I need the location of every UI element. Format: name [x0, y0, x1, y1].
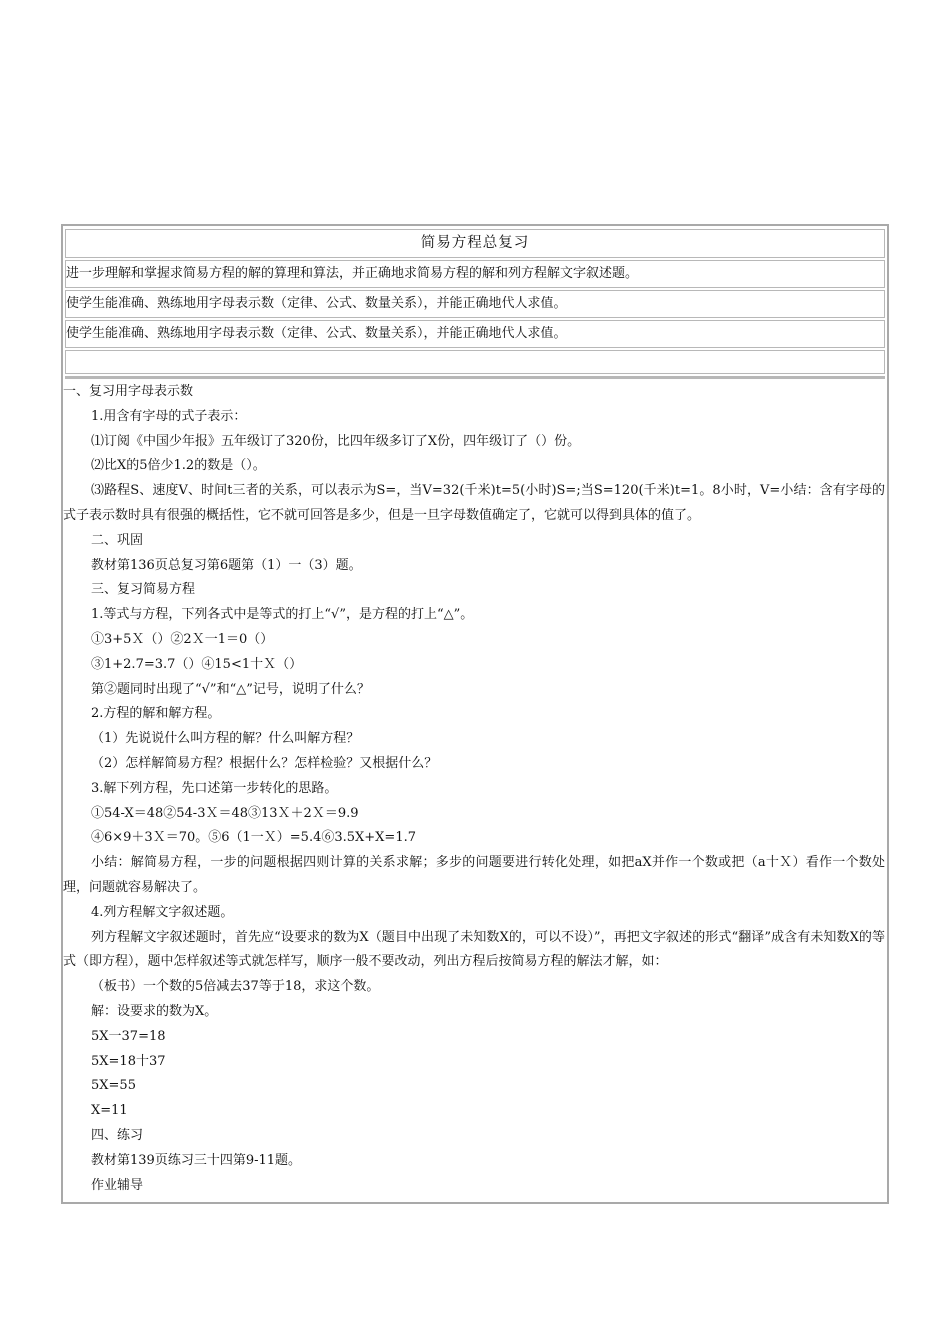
paragraph: 列方程解文字叙述题时，首先应“设要求的数为X（题目中出现了未知数X的，可以不设）”，再把文字叙述的形式“翻译”成含有未知数X的等式（即方程），题中怎样叙述等式就怎样写，顺序一般不要改动，列出方程后按简易方程的解法才解，如：: [63, 929, 885, 970]
equation-line: X=11: [91, 1103, 128, 1119]
lesson-plan-table: [61, 224, 889, 1204]
list-item: 作业辅导: [91, 1177, 144, 1193]
section-heading: 三、复习简易方程: [91, 582, 196, 598]
paragraph: ⑶路程S、速度V、时间t三者的关系，可以表示为S=，当V=32(千米)t=5(小时)S=;当S=120(千米)t=1。8小时，V=小结：含有字母的式子表示数时具有很强的概括性，它不就可回答是多少，但是一旦字母数值确定了，它就可以得到具体的值了。: [63, 483, 885, 523]
equation-line: 5X=55: [91, 1078, 136, 1094]
objective-1: 进一步理解和掌握求简易方程的解的算理和算法，并正确地求简易方程的解和列方程解文字叙述题。: [65, 260, 885, 288]
list-item: ④6×9＋3Ｘ＝70。⑤6（1一Ｘ）=5.4⑥3.5X+X=1.7: [91, 830, 417, 846]
list-item: ①54-X＝48②54-3Ｘ＝48③13Ｘ＋2Ｘ＝9.9: [91, 805, 359, 821]
lesson-content: [63, 380, 887, 1202]
section-heading: 一、复习用字母表示数: [63, 384, 194, 399]
empty-row: [65, 350, 885, 374]
list-item: （2）怎样解简易方程？根据什么？怎样检验？又根据什么？: [91, 755, 438, 771]
list-item: ⑴订阅《中国少年报》五年级订了320份，比四年级多订了X份，四年级订了（）份。: [91, 433, 581, 449]
list-item: 教材第136页总复习第6题第（1）一（3）题。: [91, 557, 362, 573]
equation-line: 5X=18十37: [91, 1053, 166, 1069]
list-item: 解：设要求的数为X。: [91, 1003, 218, 1019]
list-item: 1.等式与方程，下列各式中是等式的打上“√”，是方程的打上“△”。: [91, 607, 474, 623]
list-item: ①3+5Ｘ（）②2Ｘ一1＝0（）: [91, 631, 274, 647]
list-item: ⑵比X的5倍少1.2的数是（）。: [91, 458, 266, 474]
objective-2: 使学生能准确、熟练地用字母表示数（定律、公式、数量关系），并能正确地代人求值。: [65, 290, 885, 318]
objective-3: 使学生能准确、熟练地用字母表示数（定律、公式、数量关系），并能正确地代人求值。: [65, 320, 885, 348]
list-item: 教材第139页练习三十四第9-11题。: [91, 1152, 302, 1168]
row-divider: [65, 376, 885, 379]
list-item: 3.解下列方程，先口述第一步转化的思路。: [91, 780, 338, 796]
section-heading: 四、练习: [91, 1127, 144, 1143]
list-item: 2.方程的解和解方程。: [91, 706, 221, 722]
page-title: 简易方程总复习: [65, 229, 885, 258]
list-item: 4.列方程解文字叙述题。: [91, 904, 234, 920]
list-item: （1）先说说什么叫方程的解？什么叫解方程？: [91, 731, 360, 747]
equation-line: 5X一37=18: [91, 1028, 166, 1044]
section-heading: 二、巩固: [91, 532, 144, 548]
list-item: ③1+2.7=3.7（）④15<1十Ｘ（）: [91, 656, 303, 672]
list-item: 第②题同时出现了“√”和“△”记号，说明了什么？: [91, 681, 370, 697]
list-item: （板书）一个数的5倍减去37等于18，求这个数。: [91, 979, 380, 995]
paragraph: 小结：解简易方程，一步的问题根据四则计算的关系求解；多步的问题要进行转化处理，如把aX并作一个数或把（a十Ｘ）看作一个数处理，问题就容易解决了。: [63, 855, 885, 895]
list-item: 1.用含有字母的式子表示：: [91, 408, 247, 424]
